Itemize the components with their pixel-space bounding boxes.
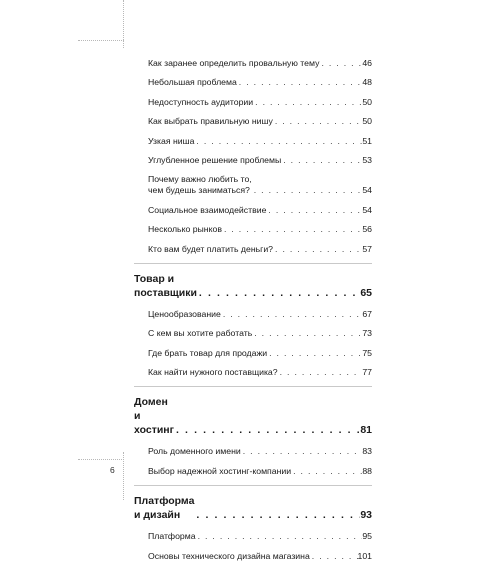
toc-entry	[134, 328, 372, 339]
dot-leader	[310, 551, 358, 562]
toc-entry-label: Социальное взаимодействие	[148, 204, 267, 215]
toc-entry-page: 57	[362, 243, 372, 254]
crop-mark-bottom-horizontal	[78, 459, 124, 460]
toc-entry-page: 101	[357, 550, 372, 561]
toc-entry-page: 54	[362, 185, 372, 196]
toc-entry-label: Как заранее определить провальную тему	[148, 58, 320, 68]
toc-entry	[134, 155, 372, 166]
toc-section-heading	[134, 494, 372, 522]
toc-entry-page: 53	[362, 154, 372, 165]
dot-leader	[194, 136, 362, 147]
toc-entry	[134, 367, 372, 378]
toc-section-heading	[134, 272, 372, 300]
toc-entry-page: 56	[362, 224, 372, 235]
toc-entry-label: Узкая ниша	[148, 135, 195, 146]
dot-leader	[221, 309, 363, 320]
toc-entry	[134, 116, 372, 127]
toc-entry	[134, 446, 372, 457]
toc-entry-page: 88	[362, 465, 372, 476]
toc-entry-label: Недоступность аудитории	[148, 96, 254, 107]
dot-leader	[266, 205, 362, 216]
dot-leader	[273, 116, 363, 127]
toc-entry-page: 50	[362, 116, 372, 127]
dot-leader	[222, 224, 362, 235]
dot-leader	[291, 466, 362, 477]
page-number: 6	[110, 465, 115, 475]
toc-entry	[134, 58, 372, 69]
toc-entry-page: 46	[362, 58, 372, 68]
toc-entry	[134, 136, 372, 147]
toc-entry-label: Небольшая проблема	[148, 77, 237, 88]
toc-entry-label: Платформа	[148, 531, 196, 542]
toc-section-page: 93	[360, 509, 372, 522]
toc-entry-page: 77	[362, 367, 372, 378]
dot-leader	[253, 97, 362, 108]
toc-entry-label: Как найти нужного поставщика?	[148, 367, 278, 378]
toc-entry-page: 75	[362, 347, 372, 358]
toc-entry	[134, 174, 372, 196]
dot-leader	[241, 446, 363, 457]
toc-entry-label: Кто вам будет платить деньги?	[148, 243, 274, 254]
dot-leader	[319, 58, 362, 69]
dot-leader	[273, 244, 362, 255]
toc-entry-page: 51	[362, 135, 372, 146]
toc-section-title: Домен и хостинг	[134, 396, 175, 437]
dot-leader	[252, 185, 363, 196]
toc-entry	[134, 77, 372, 88]
toc-entry	[134, 309, 372, 320]
toc-entry-page: 67	[362, 308, 372, 319]
dot-leader	[267, 348, 362, 359]
dot-leader	[194, 508, 360, 522]
crop-mark-top-horizontal	[78, 40, 124, 41]
dot-leader	[197, 286, 360, 300]
toc-section-page: 65	[360, 286, 372, 299]
toc-entry	[134, 97, 372, 108]
toc-entry-page: 83	[362, 446, 372, 457]
toc-entry	[134, 531, 372, 542]
toc-section-page: 81	[360, 424, 372, 437]
toc-entry-page: 73	[362, 328, 372, 339]
toc-entry-label: Углубленное решение проблемы	[148, 154, 282, 165]
section-divider	[134, 263, 372, 264]
toc-entry-page: 54	[362, 204, 372, 215]
toc-entry-label: Роль доменного имени	[148, 446, 241, 457]
toc-entry-label: Как выбрать правильную нишу	[148, 116, 273, 127]
toc-entry	[134, 244, 372, 255]
toc-entry-page: 48	[362, 77, 372, 88]
toc-section-title: Товар и поставщики	[134, 272, 197, 299]
toc-entry-label: Выбор надежной хостинг-компании	[148, 465, 292, 476]
toc-entry	[134, 466, 372, 477]
section-divider	[134, 386, 372, 387]
dot-leader	[196, 531, 363, 542]
dot-leader	[252, 328, 362, 339]
toc-entry	[134, 348, 372, 359]
toc-section-title: Платформа и дизайн	[134, 495, 195, 522]
dot-leader	[174, 423, 360, 437]
toc-entry	[134, 551, 372, 562]
toc-entry	[134, 224, 372, 235]
dot-leader	[237, 77, 363, 88]
toc-entry-label: Почему важно любить то, чем будешь заниматься?	[148, 174, 252, 196]
toc-entry-label: Основы технического дизайна магазина	[148, 550, 310, 561]
dot-leader	[281, 155, 362, 166]
toc-entry-page: 50	[362, 96, 372, 107]
toc-entry-page: 95	[362, 531, 372, 542]
dot-leader	[278, 367, 363, 378]
toc-entry-label: С кем вы хотите работать	[148, 328, 253, 339]
toc-entry-label: Несколько рынков	[148, 224, 222, 235]
table-of-contents	[134, 58, 372, 570]
section-divider	[134, 485, 372, 486]
toc-entry	[134, 205, 372, 216]
toc-section-heading	[134, 395, 372, 437]
toc-entry-label: Где брать товар для продажи	[148, 347, 268, 358]
toc-entry-label: Ценообразование	[148, 308, 221, 319]
